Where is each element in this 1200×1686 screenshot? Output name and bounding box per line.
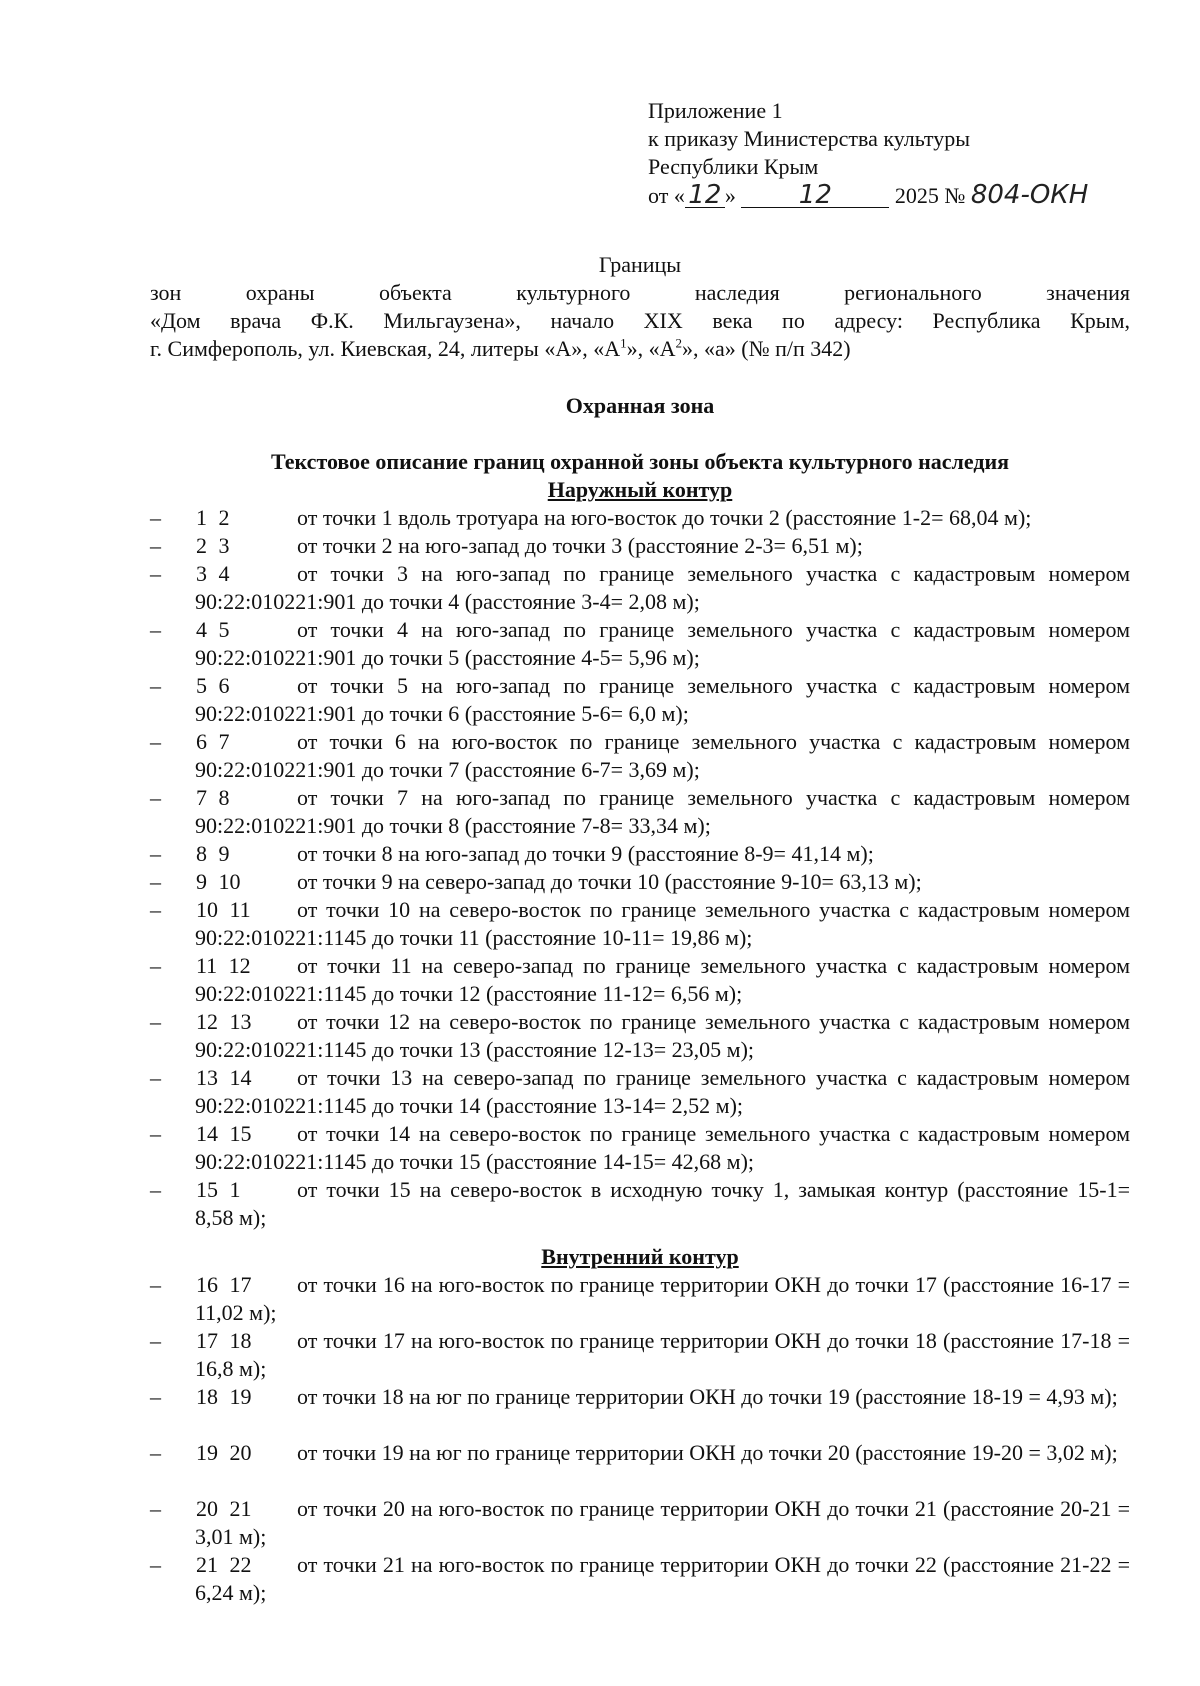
point-numbers: 11 12 (196, 953, 251, 978)
segment-description: от точки 6 на юго-восток по границе земельного участка с кадастровым номером 90:22:010221:901 до точки 7 (расстояние 6-7= 3,69 м); (195, 729, 1130, 782)
point-numbers: 1 2 (196, 505, 230, 530)
segment-description: от точки 7 на юго-запад по границе земельного участка с кадастровым номером 90:22:010221:901 до точки 8 (расстояние 7-8= 33,34 м); (195, 785, 1130, 838)
point-numbers: 10 11 (196, 897, 251, 922)
title-sup-1: 1 (620, 335, 627, 351)
point-numbers: 5 6 (196, 673, 230, 698)
title-line-2: «Дом врача Ф.К. Мильгаузена», начало XIX века по адресу: Республика Крым, (150, 308, 1130, 333)
list-dash: – (150, 1496, 161, 1521)
list-dash: – (150, 561, 161, 586)
list-item (150, 504, 1130, 532)
list-item (150, 840, 1130, 868)
list-item (150, 1120, 1130, 1176)
list-dash: – (150, 869, 161, 894)
segment-description: от точки 8 на юго-запад до точки 9 (расстояние 8-9= 41,14 м); (297, 841, 874, 866)
list-dash: – (150, 505, 161, 530)
list-dash: – (150, 897, 161, 922)
list-dash: – (150, 841, 161, 866)
outer-contour-title: Наружный контур (547, 477, 733, 502)
list-dash: – (150, 1552, 161, 1577)
list-item (150, 728, 1130, 784)
list-dash: – (150, 729, 161, 754)
segment-description: от точки 12 на северо-восток по границе земельного участка с кадастровым номером 90:22:010221:1145 до точки 13 (расстояние 12-13= 23,05 м); (195, 1009, 1130, 1062)
list-dash: – (150, 673, 161, 698)
description-title: Текстовое описание границ охранной зоны объекта культурного наследия (270, 449, 1010, 474)
point-numbers: 15 1 (196, 1177, 241, 1202)
list-dash: – (150, 533, 161, 558)
title-sup-2: 2 (675, 335, 682, 351)
list-dash: – (150, 1009, 161, 1034)
date-month: 12 (741, 183, 889, 208)
list-item (150, 1383, 1130, 1411)
segment-description: от точки 5 на юго-запад по границе земельного участка с кадастровым номером 90:22:010221:901 до точки 6 (расстояние 5-6= 6,0 м); (195, 673, 1130, 726)
segment-description: от точки 16 на юго-восток по границе территории ОКН до точки 17 (расстояние 16-17 = 11,02 м); (195, 1272, 1130, 1325)
inner-contour-title: Внутренний контур (541, 1244, 739, 1269)
segment-description: от точки 4 на юго-запад по границе земельного участка с кадастровым номером 90:22:010221:901 до точки 5 (расстояние 4-5= 5,96 м); (195, 617, 1130, 670)
point-numbers: 17 18 (196, 1328, 252, 1353)
title-line-3 (150, 335, 1130, 363)
segment-description: от точки 18 на юг по границе территории ОКН до точки 19 (расстояние 18-19 = 4,93 м); (297, 1384, 1118, 1409)
list-item (150, 560, 1130, 616)
list-item (150, 532, 1130, 560)
date-year: 2025 № (894, 183, 966, 208)
title-line-3-part-b: », «А (626, 336, 676, 361)
date-day: 12 (685, 183, 725, 208)
list-dash: – (150, 1328, 161, 1353)
appendix-header (648, 97, 1088, 210)
point-numbers: 6 7 (196, 729, 230, 754)
appendix-date-line (648, 181, 1088, 210)
zone-title: Охранная зона (565, 393, 715, 418)
segment-description: от точки 9 на северо-запад до точки 10 (расстояние 9-10= 63,13 м); (297, 869, 922, 894)
list-item (150, 672, 1130, 728)
point-numbers: 8 9 (196, 841, 230, 866)
title-line-1: зон охраны объекта культурного наследия регионального значения (150, 280, 1130, 305)
list-dash: – (150, 1272, 161, 1297)
list-item (150, 1008, 1130, 1064)
segment-description: от точки 2 на юго-запад до точки 3 (расстояние 2-3= 6,51 м); (297, 533, 863, 558)
list-dash: – (150, 953, 161, 978)
list-item (150, 952, 1130, 1008)
segment-description: от точки 11 на северо-запад по границе земельного участка с кадастровым номером 90:22:010221:1145 до точки 12 (расстояние 11-12= 6,56 м); (195, 953, 1130, 1006)
point-numbers: 20 21 (196, 1496, 252, 1521)
list-item (150, 1176, 1130, 1232)
segment-description: от точки 19 на юг по границе территории ОКН до точки 20 (расстояние 19-20 = 3,02 м); (297, 1440, 1118, 1465)
appendix-line-3: Республики Крым (648, 154, 819, 179)
point-numbers: 19 20 (196, 1440, 252, 1465)
segment-description: от точки 3 на юго-запад по границе земельного участка с кадастровым номером 90:22:010221:901 до точки 4 (расстояние 3-4= 2,08 м); (195, 561, 1130, 614)
list-dash: – (150, 1121, 161, 1146)
point-numbers: 14 15 (196, 1121, 252, 1146)
point-numbers: 18 19 (196, 1384, 252, 1409)
appendix-line-1: Приложение 1 (648, 98, 783, 123)
list-dash: – (150, 1440, 161, 1465)
list-item (150, 868, 1130, 896)
point-numbers: 12 13 (196, 1009, 252, 1034)
list-dash: – (150, 1384, 161, 1409)
list-item (150, 896, 1130, 952)
list-item (150, 1327, 1130, 1383)
list-item (150, 1495, 1130, 1551)
segment-description: от точки 10 на северо-восток по границе земельного участка с кадастровым номером 90:22:010221:1145 до точки 11 (расстояние 10-11= 19,86 м); (195, 897, 1130, 950)
list-item (150, 1551, 1130, 1607)
list-dash: – (150, 1065, 161, 1090)
title-line-3-part-c: », «а» (№ п/п 342) (682, 336, 851, 361)
segment-description: от точки 1 вдоль тротуара на юго-восток до точки 2 (расстояние 1-2= 68,04 м); (297, 505, 1032, 530)
list-item (150, 1064, 1130, 1120)
point-numbers: 16 17 (196, 1272, 252, 1297)
list-dash: – (150, 785, 161, 810)
segment-description: от точки 17 на юго-восток по границе территории ОКН до точки 18 (расстояние 17-18 = 16,8 м); (195, 1328, 1130, 1381)
appendix-line-2: к приказу Министерства культуры (648, 126, 971, 151)
date-prefix: от « (648, 183, 685, 208)
point-numbers: 3 4 (196, 561, 230, 586)
list-item (150, 1439, 1130, 1467)
segment-description: от точки 20 на юго-восток по границе территории ОКН до точки 21 (расстояние 20-21 = 3,01 м); (195, 1496, 1130, 1549)
point-numbers: 7 8 (196, 785, 230, 810)
point-numbers: 9 10 (196, 869, 241, 894)
date-quote-close: » (724, 183, 736, 208)
segment-description: от точки 13 на северо-запад по границе земельного участка с кадастровым номером 90:22:010221:1145 до точки 14 (расстояние 13-14= 2,52 м); (195, 1065, 1130, 1118)
list-dash: – (150, 1177, 161, 1202)
point-numbers: 21 22 (196, 1552, 252, 1577)
list-dash: – (150, 617, 161, 642)
point-numbers: 2 3 (196, 533, 230, 558)
segment-description: от точки 21 на юго-восток по границе территории ОКН до точки 22 (расстояние 21-22 = 6,24 м); (195, 1552, 1130, 1605)
segment-description: от точки 15 на северо-восток в исходную точку 1, замыкая контур (расстояние 15-1= 8,58 м); (195, 1177, 1130, 1230)
list-item (150, 1271, 1130, 1327)
title-heading: Границы (598, 252, 682, 277)
point-numbers: 4 5 (196, 617, 230, 642)
point-numbers: 13 14 (196, 1065, 252, 1090)
order-number: 804-ОКН (970, 180, 1089, 210)
segment-description: от точки 14 на северо-восток по границе земельного участка с кадастровым номером 90:22:010221:1145 до точки 15 (расстояние 14-15= 42,68 м); (195, 1121, 1130, 1174)
list-item (150, 784, 1130, 840)
list-item (150, 616, 1130, 672)
title-line-3-part-a: г. Симферополь, ул. Киевская, 24, литеры «А», «А (150, 336, 621, 361)
